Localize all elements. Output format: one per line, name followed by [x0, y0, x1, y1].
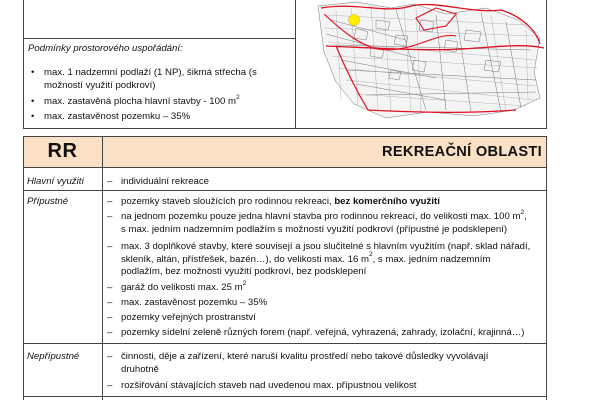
zone-code: RR	[47, 140, 78, 162]
condition-1-line1: max. 1 nadzemní podlaží (1 NP), šikmá střecha (s	[44, 67, 257, 78]
bullet-icon: •	[31, 96, 35, 107]
top-inner-rule	[23, 38, 295, 39]
forbidden-item-1-line1: činnosti, děje a zařízení, které naruší kvalitu prostředí nebo takové důsledky vyvolávají	[121, 351, 489, 362]
forbidden-item-1-line2: druhotně	[121, 363, 159, 375]
permitted-item-5: max. zastavěnost pozemku – 35%	[121, 297, 268, 308]
top-left-border	[23, 0, 24, 128]
permitted-label: Přípustné	[27, 196, 69, 207]
top-bottom-rule	[23, 128, 547, 129]
row-rule	[23, 396, 547, 397]
row-rule	[23, 190, 547, 191]
dash-icon: –	[107, 196, 113, 207]
zone-title: REKREAČNÍ OBLASTI	[382, 143, 542, 160]
permitted-item-2-line1: na jednom pozemku pouze jedna hlavní stavba pro rodinnou rekreaci, do velikosti max. 100 $m^2$,	[121, 208, 527, 222]
dash-icon: –	[107, 297, 113, 308]
permitted-item-7: pozemky sídelní zeleně různých forem (např. veřejná, vyhrazená, zahrady, izolační, krajinná…)	[121, 327, 525, 338]
row-rule	[23, 343, 547, 344]
main-use-item: individuální rekreace	[121, 176, 209, 187]
permitted-item-1: pozemky staveb sloužících pro rodinnou rekreaci, bez komerčního využití	[121, 196, 440, 207]
dash-icon: –	[107, 351, 113, 362]
dash-icon: –	[107, 380, 113, 391]
permitted-item-3-line2: skleník, altán, přístřešek, bazén…), do velikosti max. 16 $m^2$, s max. jedním nadzemním	[121, 251, 491, 265]
bullet-icon: •	[31, 67, 35, 78]
table-left-border	[23, 136, 24, 400]
forbidden-label: Nepřípustné	[27, 351, 80, 362]
permitted-item-4: garáž do velikosti max. 25 $m^2$	[121, 279, 247, 293]
permitted-item-3-line1: max. 3 doplňkové stavby, které souvisejí a jsou slučitelné s hlavním využitím (např. sklad nářadí,	[121, 241, 531, 252]
dash-icon: –	[107, 282, 113, 293]
condition-1-line2: možností využití podkroví)	[44, 79, 156, 91]
permitted-item-3-line3: podlažím, bez možnosti využití podkroví, bez podsklepení	[121, 266, 367, 277]
condition-3: max. zastavěnost pozemku – 35%	[44, 111, 191, 122]
permitted-item-6: pozemky veřejných prostranství	[121, 312, 256, 323]
location-marker-icon	[349, 15, 360, 26]
map-inset-icon	[296, 0, 546, 128]
top-right-border	[546, 0, 547, 128]
conditions-heading: Podmínky prostorového uspořádání:	[28, 43, 183, 54]
permitted-item-2-line2: s max. jedním nadzemním podlažím s možností využití podkroví (přípustné je podsklepení)	[121, 223, 508, 235]
dash-icon: –	[107, 312, 113, 323]
dash-icon: –	[107, 241, 113, 252]
dash-icon: –	[107, 327, 113, 338]
main-use-label: Hlavní využití	[27, 176, 85, 187]
condition-2: max. zastavěná plocha hlavní stavby - 100 $m^2$	[44, 93, 240, 107]
bullet-icon: •	[31, 111, 35, 122]
dash-icon: –	[107, 211, 113, 222]
forbidden-item-2: rozšiřování stávajících staveb nad uvedenou max. přípustnou velikost	[121, 380, 417, 391]
dash-icon: –	[107, 176, 113, 187]
table-right-border	[546, 136, 547, 400]
table-column-divider	[102, 136, 103, 400]
